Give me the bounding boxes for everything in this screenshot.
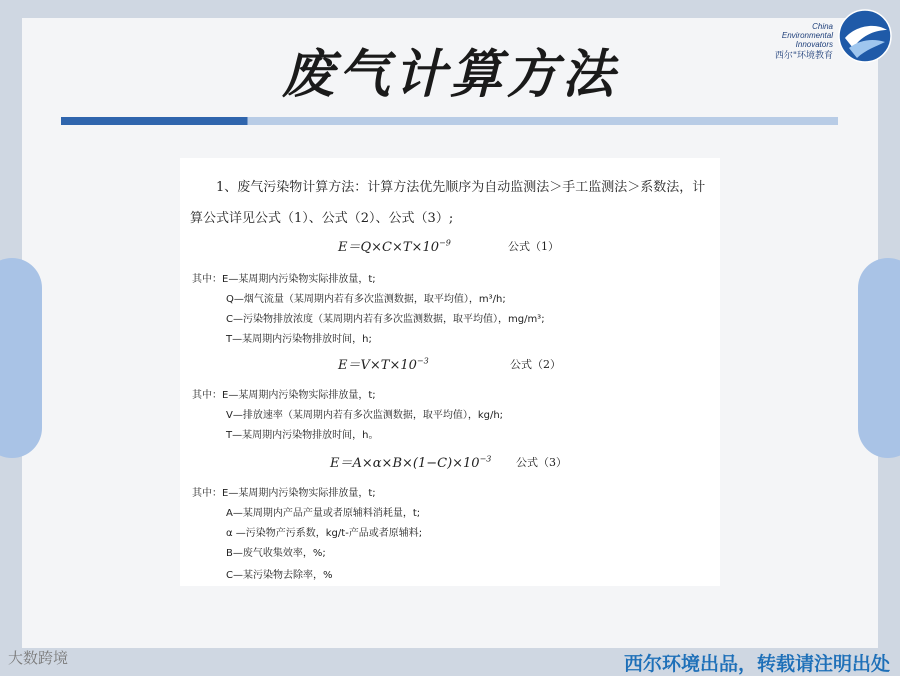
formula-2: $E=V\times T\times 10^{-3}$ [338,356,429,373]
source-watermark: 大数跨境 [8,649,69,667]
logo-english-text: China Environmental Innovators [781,22,833,49]
def-line: T—某周期内污染物排放时间，h; [226,334,372,345]
title-underline [61,117,838,125]
formula-3-label: 公式（3） [516,456,567,469]
formula-1: $E=Q\times C\times T\times 10^{-9}$ [338,238,451,255]
formula-document [180,158,720,586]
def-line: C—某污染物去除率，% [226,570,333,581]
globe-logo-icon [837,8,893,64]
slide-title: 废气计算方法 [281,45,618,105]
logo-chinese-text: 西尔"环境教育 [774,51,833,61]
formula-1-label: 公式（1） [508,240,559,253]
formula-3: $E=A\times\alpha\times B\times(1-C)\times 10^{-3}$ [330,454,492,471]
def-line: 其中：E—某周期内污染物实际排放量，t; [192,274,376,285]
def-line: C—污染物排放浓度（某周期内若有多次监测数据，取平均值），mg/m³; [226,314,545,325]
def-line: 其中：E—某周期内污染物实际排放量，t; [192,488,376,499]
formula-2-label: 公式（2） [510,358,561,371]
right-decoration [858,258,900,458]
def-line: T—某周期内污染物排放时间，h。 [226,430,379,441]
def-line: B—废气收集效率，%; [226,548,326,559]
copyright-notice: 西尔环境出品，转载请注明出处 [623,653,890,675]
brand-logo [755,8,895,68]
def-line: A—某周期内产品产量或者原辅料消耗量，t; [226,508,421,519]
def-line: 其中：E—某周期内污染物实际排放量，t; [192,390,376,401]
def-line: α —污染物产污系数，kg/t-产品或者原辅料; [226,528,423,539]
def-line: V—排放速率（某周期内若有多次监测数据，取平均值），kg/h; [226,410,504,421]
intro-paragraph: 1、废气污染物计算方法：计算方法优先顺序为自动监测法＞手工监测法＞系数法，计算公式详见公式（1）、公式（2）、公式（3）; [190,180,706,226]
left-decoration [0,258,42,458]
def-line: Q—烟气流量（某周期内若有多次监测数据，取平均值），m³/h; [226,294,506,305]
